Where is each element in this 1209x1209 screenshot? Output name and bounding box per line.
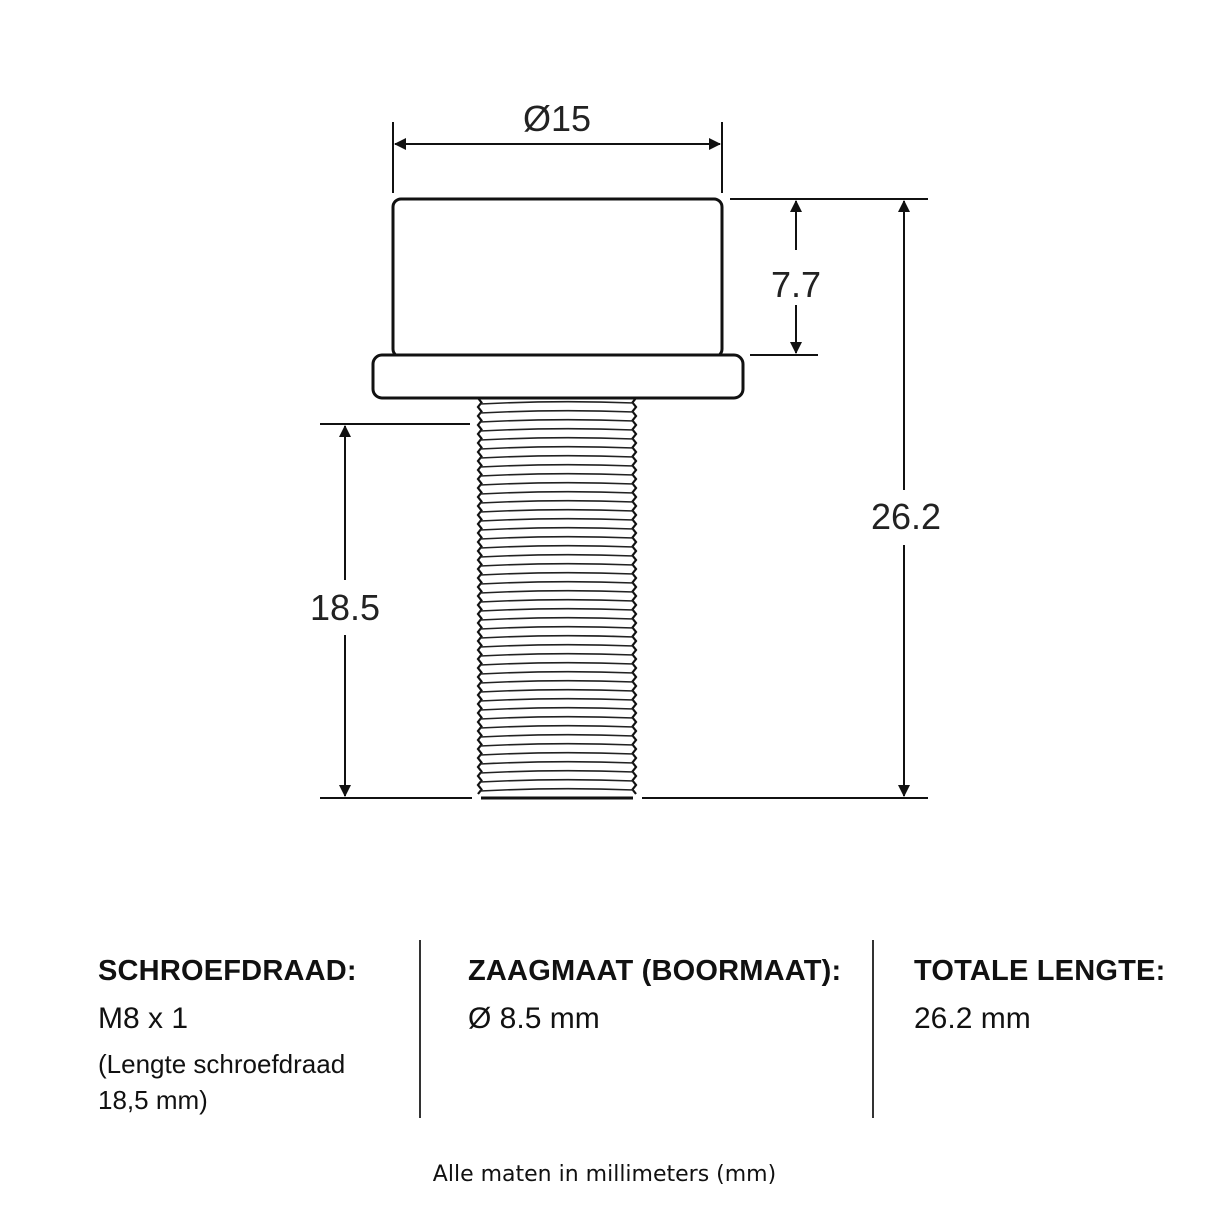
thread-crest <box>480 636 634 638</box>
thread-crest <box>480 762 634 764</box>
spec-total-length-value: 26.2 mm <box>914 1002 1031 1035</box>
column-divider <box>419 940 421 1118</box>
thread-crest <box>480 663 634 665</box>
thread-crest <box>480 717 634 719</box>
thread-crest <box>480 519 634 521</box>
spec-thread-value: M8 x 1 <box>98 1002 189 1035</box>
thread-crest <box>480 582 634 584</box>
thread-crest <box>480 600 634 602</box>
total-length-label: 26.2 <box>870 496 942 537</box>
thread-length-label: 18.5 <box>309 587 381 628</box>
spec-thread-note-line1: (Lengte schroefdraad <box>98 1049 346 1079</box>
thread-crest <box>480 645 634 647</box>
thread-crest <box>480 591 634 593</box>
thread-crest <box>480 753 634 755</box>
thread-crest <box>480 492 634 494</box>
thread-crest <box>480 726 634 728</box>
spec-drill-size-title: ZAAGMAAT (BOORMAAT): <box>468 955 842 987</box>
thread-crest <box>480 744 634 746</box>
spec-thread-title: SCHROEFDRAAD: <box>98 955 357 987</box>
spec-thread-note <box>98 1046 357 1118</box>
thread-crest <box>480 789 634 791</box>
head-height-label: 7.7 <box>770 264 822 305</box>
thread-crest <box>480 465 634 467</box>
thread-crest <box>480 555 634 557</box>
units-footnote: Alle maten in millimeters (mm) <box>432 1162 777 1187</box>
spec-drill-size-value: Ø 8.5 mm <box>468 1002 600 1035</box>
thread-crest <box>480 627 634 629</box>
thread-crest <box>480 654 634 656</box>
thread-crest <box>480 411 634 413</box>
thread-crest <box>480 708 634 710</box>
thread-crest <box>480 501 634 503</box>
thread-crest <box>480 528 634 530</box>
thread-crest <box>480 564 634 566</box>
thread-crest <box>480 672 634 674</box>
thread-crest <box>480 483 634 485</box>
bolt-thread <box>478 398 636 798</box>
spec-thread-note-line2: 18,5 mm) <box>98 1085 208 1115</box>
thread-crest <box>480 690 634 692</box>
thread-crest <box>480 474 634 476</box>
thread-crest <box>480 735 634 737</box>
thread-crest <box>480 771 634 773</box>
bolt-flange <box>373 355 743 398</box>
thread-crest <box>480 681 634 683</box>
bolt-head <box>393 199 722 357</box>
thread-crest <box>480 699 634 701</box>
thread-crest <box>480 420 634 422</box>
thread-crest <box>480 456 634 458</box>
spec-thread <box>98 955 357 1118</box>
thread-crest <box>480 402 634 404</box>
thread-crest <box>480 780 634 782</box>
thread-crest <box>480 618 634 620</box>
spec-total-length-title: TOTALE LENGTE: <box>914 955 1166 987</box>
thread-crest <box>480 537 634 539</box>
thread-crest <box>480 573 634 575</box>
thread-crest <box>480 447 634 449</box>
thread-crest <box>480 510 634 512</box>
thread-crest <box>480 438 634 440</box>
spec-drill-size <box>468 955 841 1036</box>
thread-crest <box>480 609 634 611</box>
head-diameter-label: Ø15 <box>522 98 592 139</box>
thread-crest <box>480 546 634 548</box>
spec-total-length <box>914 955 1165 1036</box>
thread-crest <box>480 429 634 431</box>
column-divider <box>872 940 874 1118</box>
